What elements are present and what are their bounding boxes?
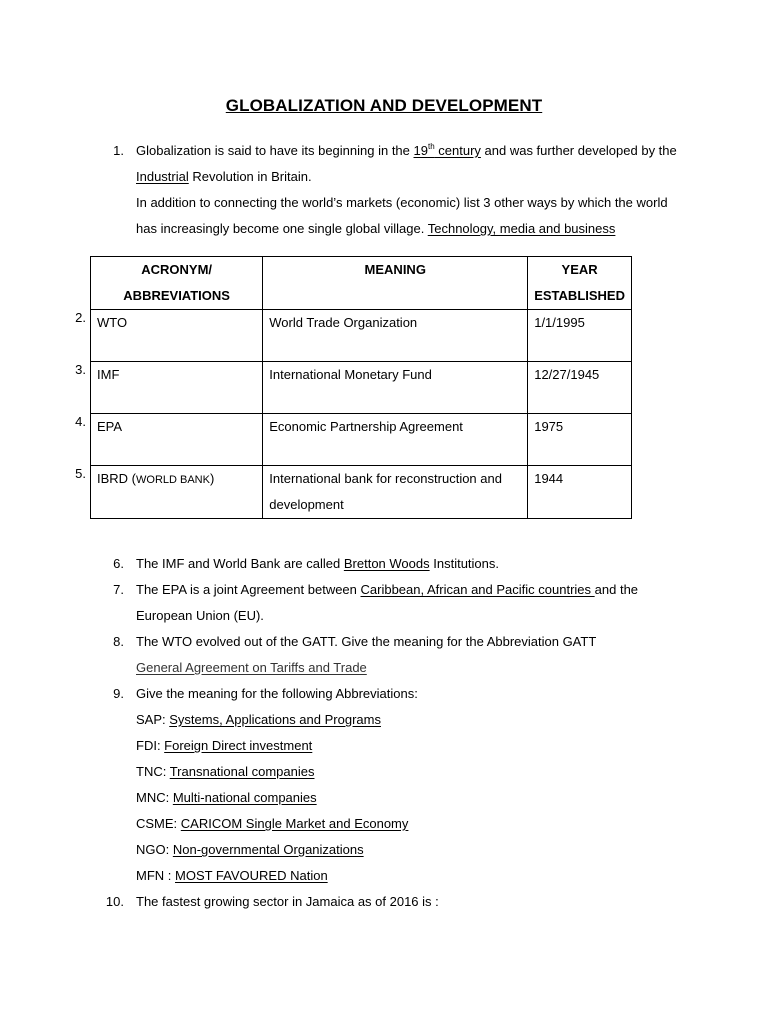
question-6-line: [136, 556, 499, 571]
abbreviation-item: [136, 764, 314, 779]
page-title: GLOBALIZATION AND DEVELOPMENT: [225, 96, 543, 115]
year-cell: 1/1/1995: [528, 310, 632, 362]
acronym-cell: WTO: [91, 310, 263, 362]
year-cell: 12/27/1945: [528, 362, 632, 414]
header-meaning: MEANING: [263, 257, 528, 310]
header-year-line-2: ESTABLISHED: [534, 288, 625, 303]
q1-text-a: Globalization is said to have its beginning in the: [136, 143, 414, 158]
meaning-line-1: International bank for reconstruction and: [269, 471, 502, 486]
abbreviation-answer: Multi-national companies: [172, 790, 317, 805]
abbreviation-label: NGO:: [136, 842, 173, 857]
abbreviation-answer: Systems, Applications and Programs: [169, 712, 381, 727]
abbreviation-item: [136, 712, 381, 727]
question-8-answer: [136, 660, 367, 675]
q7-text-b: and the: [594, 582, 639, 597]
table-row: [91, 362, 632, 414]
abbreviation-answer: MOST FAVOURED Nation: [175, 868, 328, 883]
question-1-number: 1.: [113, 143, 124, 158]
q1-ways-answer: Technology, media and business: [427, 221, 616, 236]
q1-century-suffix: th: [427, 142, 435, 151]
header-acronym: [91, 257, 263, 310]
q1-line-2-rest: Revolution in Britain.: [188, 169, 312, 184]
abbreviation-answer: Non-governmental Organizations: [172, 842, 364, 857]
header-acronym-line-1: ACRONYM/: [141, 262, 213, 277]
table-row: [91, 310, 632, 362]
acronym-close-paren: ): [209, 471, 215, 486]
q8-answer-text: General Agreement on Tariffs and Trade: [136, 660, 367, 675]
table-row: [91, 414, 632, 466]
q7-text-a: The EPA is a joint Agreement between: [136, 582, 361, 597]
question-9-line-1: Give the meaning for the following Abbreviations:: [136, 686, 418, 701]
question-8-number: 8.: [113, 634, 124, 649]
question-7-line-2: European Union (EU).: [136, 608, 264, 623]
abbreviation-answer: Foreign Direct investment: [164, 738, 313, 753]
question-7-line-1: [136, 582, 638, 597]
question-10-number: 10.: [105, 894, 124, 909]
q1-text-b: and was further developed by the: [480, 143, 677, 158]
q7-answer: Caribbean, African and Pacific countries: [360, 582, 595, 597]
abbreviation-label: FDI:: [136, 738, 165, 753]
header-year: [528, 257, 632, 310]
header-year-line-1: YEAR: [561, 262, 598, 277]
q1-line-4-text: has increasingly become one single global village.: [136, 221, 428, 236]
year-cell: 1944: [528, 466, 632, 519]
row-number-2: 2.: [75, 310, 86, 325]
q1-century-number: 19: [413, 143, 428, 158]
row-number-3: 3.: [75, 362, 86, 377]
abbreviation-answer: Transnational companies: [169, 764, 315, 779]
acronym-table: [90, 256, 632, 519]
header-acronym-line-2: ABBREVIATIONS: [123, 288, 230, 303]
abbreviation-item: [136, 816, 408, 831]
table-row: [91, 466, 632, 519]
question-10-line-1: The fastest growing sector in Jamaica as of 2016 is :: [136, 894, 439, 909]
question-9-number: 9.: [113, 686, 124, 701]
q6-text-b: Institutions.: [429, 556, 499, 571]
abbreviation-item: [136, 790, 317, 805]
table-header-row: [91, 257, 632, 310]
acronym-world-bank: WORLD BANK: [136, 474, 210, 486]
question-1-line-2: [136, 169, 312, 184]
question-6-number: 6.: [113, 556, 124, 571]
question-1-line-4: [136, 221, 615, 236]
q6-answer: Bretton Woods: [343, 556, 430, 571]
acronym-cell: EPA: [91, 414, 263, 466]
row-number-4: 4.: [75, 414, 86, 429]
abbreviation-label: CSME:: [136, 816, 181, 831]
abbreviation-label: MFN :: [136, 868, 175, 883]
acronym-cell: IMF: [91, 362, 263, 414]
question-8-line-1: The WTO evolved out of the GATT. Give the meaning for the Abbreviation GATT: [136, 634, 597, 649]
row-number-5: 5.: [75, 466, 86, 481]
abbreviation-label: TNC:: [136, 764, 170, 779]
question-1-line-1: [136, 143, 677, 158]
question-7-number: 7.: [113, 582, 124, 597]
abbreviation-item: [136, 738, 312, 753]
meaning-cell: Economic Partnership Agreement: [263, 414, 528, 466]
q6-text-a: The IMF and World Bank are called: [136, 556, 344, 571]
abbreviation-label: MNC:: [136, 790, 173, 805]
meaning-cell: World Trade Organization: [263, 310, 528, 362]
question-1-line-3: In addition to connecting the world’s markets (economic) list 3 other ways by which the world: [136, 195, 668, 210]
abbreviation-answer: CARICOM Single Market and Economy: [180, 816, 409, 831]
abbreviation-item: [136, 842, 364, 857]
meaning-cell: [263, 466, 528, 519]
meaning-line-2: development: [269, 497, 344, 512]
abbreviation-label: SAP:: [136, 712, 170, 727]
q1-century-word: century: [434, 143, 481, 158]
q1-industrial-answer: Industrial: [136, 169, 189, 184]
q1-century-answer: [414, 143, 481, 158]
meaning-cell: International Monetary Fund: [263, 362, 528, 414]
acronym-cell: [91, 466, 263, 519]
acronym-ibrd: IBRD (: [97, 471, 136, 486]
year-cell: 1975: [528, 414, 632, 466]
abbreviation-item: [136, 868, 328, 883]
